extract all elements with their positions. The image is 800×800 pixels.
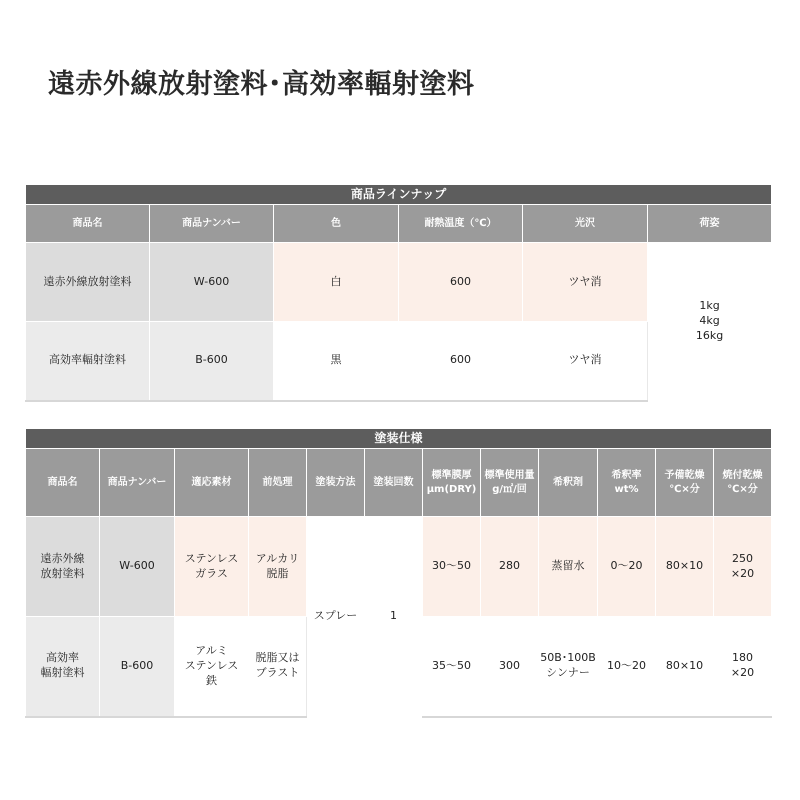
lineup-header-gloss: 光沢 (523, 205, 648, 243)
lineup-header-color: 色 (274, 205, 399, 243)
thinner: 蒸留水 (539, 517, 598, 617)
bake-dry: 250 ×20 (714, 517, 772, 617)
packaging: 1kg 4kg 16kg (648, 243, 772, 401)
lineup-table (25, 184, 772, 402)
bake-dry: 180 ×20 (714, 617, 772, 717)
page-title: 遠赤外線放射塗料･高効率輻射塗料 (48, 69, 475, 100)
product-number: W-600 (150, 243, 274, 322)
film-thickness: 35～50 (423, 617, 481, 717)
usage-amount: 300 (481, 617, 539, 717)
heat-resistance: 600 (399, 322, 523, 401)
dilution-ratio: 0～20 (598, 517, 656, 617)
pre-dry: 80×10 (656, 617, 714, 717)
spec-table (25, 428, 772, 718)
lineup-header-heat: 耐熱温度（℃） (399, 205, 523, 243)
product-number: W-600 (100, 517, 175, 617)
usage-amount: 280 (481, 517, 539, 617)
pretreatment: アルカリ 脱脂 (249, 517, 307, 617)
product-number: B-600 (100, 617, 175, 717)
spec-section-title: 塗装仕様 (26, 429, 772, 449)
spec-header-thickness: 標準膜厚 μm(DRY) (423, 449, 481, 517)
table-row (26, 243, 772, 322)
product-color: 白 (274, 243, 399, 322)
spec-header-coats: 塗装回数 (365, 449, 423, 517)
dilution-ratio: 10～20 (598, 617, 656, 717)
thinner: 50B･100B シンナー (539, 617, 598, 717)
spec-header-predry: 予備乾燥 ℃×分 (656, 449, 714, 517)
spec-header-pretreatment: 前処理 (249, 449, 307, 517)
coating-method: スプレー (307, 517, 365, 717)
product-name: 高効率 輻射塗料 (26, 617, 100, 717)
product-name: 遠赤外線 放射塗料 (26, 517, 100, 617)
spec-header-usage: 標準使用量 g/㎡/回 (481, 449, 539, 517)
spec-header-bake: 焼付乾燥 ℃×分 (714, 449, 772, 517)
heat-resistance: 600 (399, 243, 523, 322)
pretreatment: 脱脂又は ブラスト (249, 617, 307, 717)
lineup-section-title: 商品ラインナップ (26, 185, 772, 205)
product-name: 高効率輻射塗料 (26, 322, 150, 401)
spec-header-thinner: 希釈剤 (539, 449, 598, 517)
spec-header-method: 塗装方法 (307, 449, 365, 517)
pre-dry: 80×10 (656, 517, 714, 617)
spec-header-ratio: 希釈率 wt% (598, 449, 656, 517)
lineup-header-number: 商品ナンバー (150, 205, 274, 243)
lineup-header-name: 商品名 (26, 205, 150, 243)
product-number: B-600 (150, 322, 274, 401)
gloss: ツヤ消 (523, 322, 648, 401)
spec-header-number: 商品ナンバー (100, 449, 175, 517)
gloss: ツヤ消 (523, 243, 648, 322)
lineup-header-packaging: 荷姿 (648, 205, 772, 243)
table-row (26, 517, 772, 617)
coat-count: 1 (365, 517, 423, 717)
product-color: 黒 (274, 322, 399, 401)
product-name: 遠赤外線放射塗料 (26, 243, 150, 322)
spec-header-name: 商品名 (26, 449, 100, 517)
film-thickness: 30～50 (423, 517, 481, 617)
material: アルミ ステンレス 鉄 (175, 617, 249, 717)
spec-header-material: 適応素材 (175, 449, 249, 517)
material: ステンレス ガラス (175, 517, 249, 617)
